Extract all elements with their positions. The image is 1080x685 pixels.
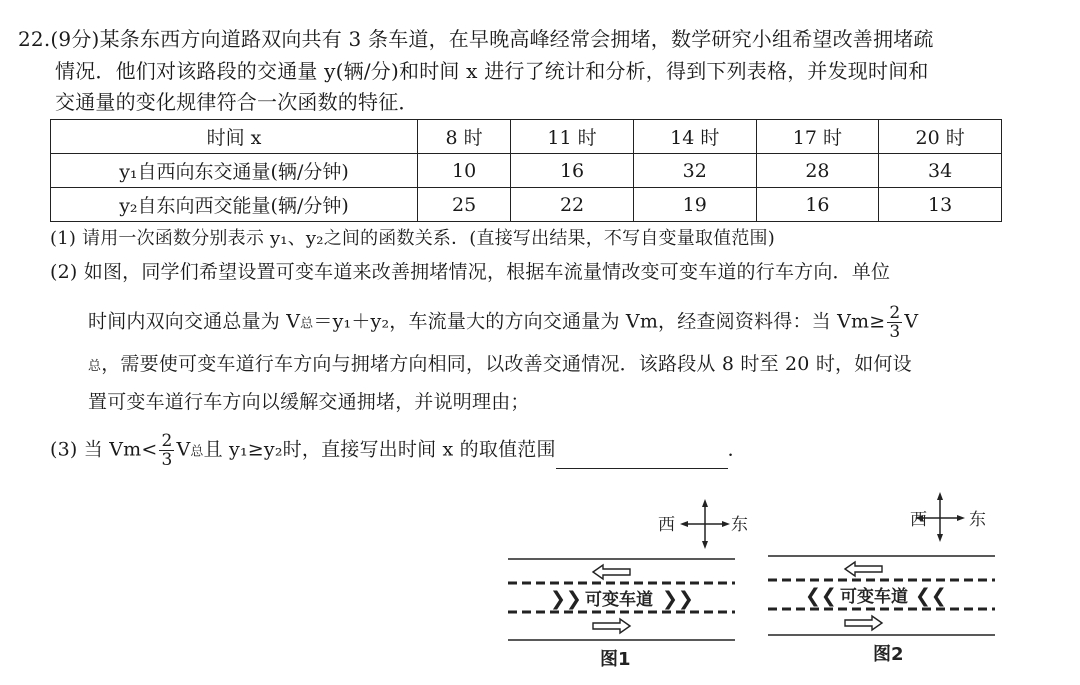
compass-east-label: 东	[969, 510, 986, 530]
compass-icon	[910, 492, 986, 542]
variable-lane-label: 可变车道	[585, 590, 653, 610]
table-cell: 11 时	[511, 120, 634, 154]
table-cell: 16	[756, 188, 879, 222]
table-cell: 28	[756, 154, 879, 188]
table-cell: 25	[418, 188, 511, 222]
q3-text-b: V	[176, 438, 191, 461]
q2-subscript-2: 总	[88, 359, 102, 374]
east-chevrons-left: ❯❯	[550, 588, 582, 610]
q3-subscript: 总	[190, 444, 204, 460]
figure-1	[500, 495, 748, 680]
figure-caption: 图2	[873, 644, 904, 665]
table-cell: 34	[879, 154, 1002, 188]
fraction-numerator: 2	[161, 431, 173, 451]
table-header-row	[51, 120, 1002, 154]
problem-intro-line2: 情况．他们对该路段的交通量 y(辆/分)和时间 x 进行了统计和分析，得到下列表格，并发现时间和	[55, 59, 929, 83]
compass-west-label: 西	[910, 510, 927, 530]
west-chevrons-left: ❮❮	[805, 585, 837, 607]
table-row	[51, 154, 1002, 188]
q2-text-b: ＝y₁＋y₂，车流量大的方向交通量为 Vm，经查阅资料得：当 Vm≥	[313, 310, 886, 333]
problem-intro-line1	[18, 25, 934, 53]
fraction-denominator: 3	[161, 450, 173, 470]
west-chevrons-right: ❮❮	[915, 585, 947, 607]
fraction-two-thirds	[887, 304, 902, 341]
east-chevrons-right: ❯❯	[662, 588, 694, 610]
traffic-table	[50, 119, 1002, 222]
q3-text-a: (3) 当 Vm<	[50, 438, 158, 461]
q3-end: ．	[727, 438, 747, 461]
compass-west-label: 西	[658, 515, 675, 535]
problem-score: (9分)	[50, 27, 100, 51]
question-2-line2	[88, 304, 918, 341]
compass-icon	[658, 499, 748, 549]
table-cell: 20 时	[879, 120, 1002, 154]
question-2-line1: (2) 如图，同学们希望设置可变车道来改善拥堵情况，根据车流量情改变可变车道的行车方向．单位	[50, 261, 891, 283]
table-cell: 10	[418, 154, 511, 188]
fraction-denominator: 3	[889, 322, 901, 342]
table-row	[51, 188, 1002, 222]
problem-number: 22.	[18, 27, 51, 51]
table-cell: 14 时	[633, 120, 756, 154]
fraction-two-thirds-2	[159, 432, 174, 469]
table-cell: y₂自东向西交能量(辆/分钟)	[51, 188, 418, 222]
table-cell: 32	[633, 154, 756, 188]
table-cell: 19	[633, 188, 756, 222]
eastbound-arrow-icon	[593, 619, 630, 633]
intro-text-1: 某条东西方向道路双向共有 3 条车道，在早晚高峰经常会拥堵，数学研究小组希望改善拥堵疏	[99, 27, 934, 51]
table-cell: 时间 x	[51, 120, 418, 154]
eastbound-arrow-icon	[845, 616, 882, 630]
westbound-arrow-icon	[845, 562, 882, 576]
q2-subscript: 总	[300, 316, 314, 332]
question-1: (1) 请用一次函数分别表示 y₁、y₂之间的函数关系．(直接写出结果，不写自变量取值范围)	[50, 228, 775, 249]
figure-caption: 图1	[600, 649, 631, 670]
figure-2	[760, 488, 1000, 673]
variable-lane-label: 可变车道	[840, 587, 908, 607]
table-cell: 13	[879, 188, 1002, 222]
fraction-numerator: 2	[889, 303, 901, 323]
answer-blank[interactable]	[556, 446, 728, 469]
table-cell: 22	[511, 188, 634, 222]
q2-text-line3: ，需要使可变车道行车方向与拥堵方向相同，以改善交通情况．该路段从 8 时至 20 时，如何设	[101, 353, 912, 375]
table-cell: y₁自西向东交通量(辆/分钟)	[51, 154, 418, 188]
table-cell: 17 时	[756, 120, 879, 154]
q2-text-c: V	[904, 310, 919, 333]
westbound-arrow-icon	[593, 565, 630, 579]
compass-east-label: 东	[731, 515, 748, 535]
q2-text-a: 时间内双向交通总量为 V	[88, 310, 301, 333]
problem-intro-line3: 交通量的变化规律符合一次函数的特征．	[55, 90, 419, 114]
question-2-line3	[88, 350, 912, 381]
table-cell: 8 时	[418, 120, 511, 154]
question-3	[50, 432, 747, 469]
table-cell: 16	[511, 154, 634, 188]
q3-text-c: 且 y₁≥y₂时，直接写出时间 x 的取值范围	[203, 438, 556, 461]
question-2-line4: 置可变车道行车方向以缓解交通拥堵，并说明理由；	[88, 391, 530, 413]
